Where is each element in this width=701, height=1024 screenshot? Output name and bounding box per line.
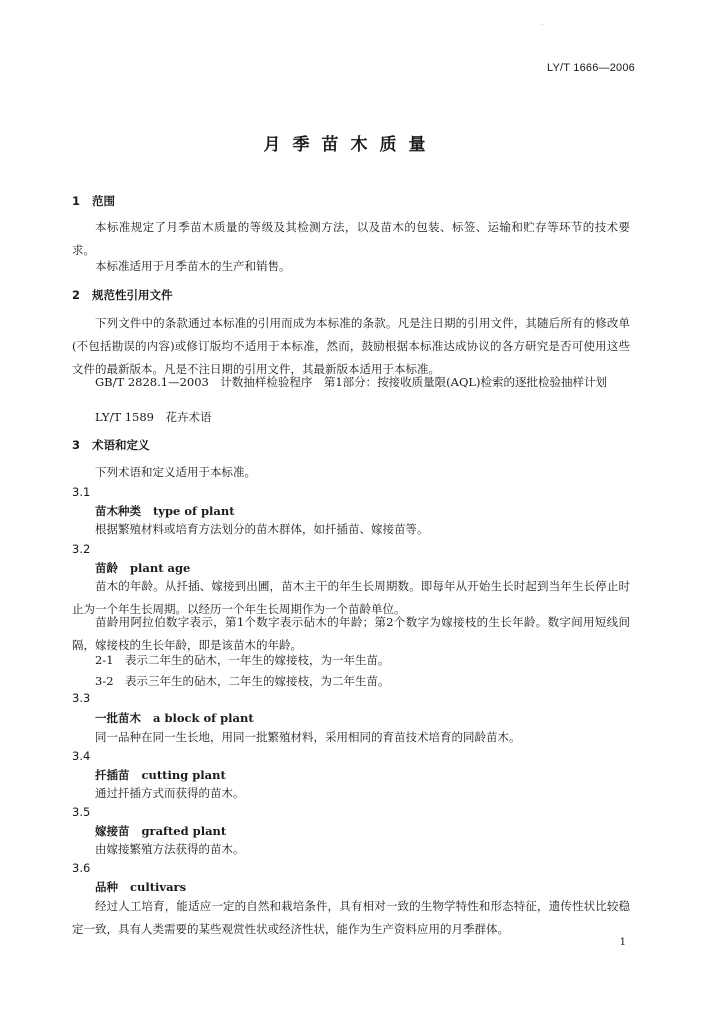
- term-en: a block of plant: [153, 711, 254, 725]
- scan-speck: .: [541, 20, 543, 27]
- term-definition: 同一品种在同一生长地，用同一批繁殖材料，采用相同的育苗技术培育的同龄苗木。: [95, 730, 521, 744]
- standard-number: LY/T 1666—2006: [546, 62, 635, 74]
- page-title: 月季苗木质量: [263, 135, 438, 155]
- section-2-heading: [72, 287, 173, 303]
- term-zh: 嫁接苗: [95, 824, 130, 838]
- term-zh: 一批苗木: [95, 711, 141, 725]
- term-example: 3-2 表示三年生的砧木，二年生的嫁接枝，为二年生苗。: [95, 674, 390, 688]
- scope-paragraph-2: 本标准适用于月季苗木的生产和销售。: [95, 259, 291, 273]
- section-number: 1: [72, 194, 81, 208]
- term-en: cutting plant: [141, 768, 226, 782]
- term-heading: [95, 879, 186, 895]
- term-definition-note: 苗龄用阿拉伯数字表示，第1个数字表示砧木的年龄；第2个数字为嫁接枝的生长年龄。数字间用短线间隔，嫁接枝的生长年龄，即是该苗木的年龄。: [72, 615, 630, 652]
- term-number: 3.2: [72, 542, 91, 556]
- term-number: 3.6: [72, 861, 91, 875]
- term-heading: [95, 503, 235, 519]
- term-example: 2-1 表示二年生的砧木，一年生的嫁接枝，为一年生苗。: [95, 653, 390, 667]
- term-heading: [95, 823, 226, 839]
- term-en: cultivars: [130, 880, 187, 894]
- section-title: 范围: [92, 194, 115, 208]
- term-number: 3.1: [72, 485, 91, 499]
- term-definition: 通过扦插方式而获得的苗木。: [95, 786, 245, 800]
- term-definition: 由嫁接繁殖方法获得的苗木。: [95, 842, 245, 856]
- section-title: 规范性引用文件: [92, 288, 173, 302]
- term-definition: 根据繁殖材料或培育方法划分的苗木群体，如扦插苗、嫁接苗等。: [95, 522, 429, 536]
- term-en: grafted plant: [141, 824, 227, 838]
- term-number: 3.3: [72, 691, 91, 705]
- page-number: 1: [619, 937, 626, 948]
- term-definition: 苗木的年龄。从扦插、嫁接到出圃，苗木主干的年生长周期数。即每年从开始生长时起到当年生长停止时止为一个年生长周期。以经历一个年生长周期作为一个苗龄单位。: [72, 579, 630, 616]
- term-number: 3.4: [72, 749, 91, 763]
- term-zh: 苗龄: [95, 561, 118, 575]
- section-title: 术语和定义: [92, 438, 150, 452]
- term-zh: 扦插苗: [95, 768, 130, 782]
- term-heading: [95, 560, 190, 576]
- section-1-heading: [72, 193, 115, 209]
- section-number: 3: [72, 438, 81, 452]
- term-zh: 苗木种类: [95, 504, 141, 518]
- term-definition: 经过人工培育，能适应一定的自然和栽培条件，具有相对一致的生物学特性和形态特征，遗传性状比较稳定一致，具有人类需要的某些观赏性状或经济性状，能作为生产资料应用的月季群体。: [72, 899, 630, 936]
- term-zh: 品种: [95, 880, 118, 894]
- term-heading: [95, 710, 254, 726]
- references-paragraph: 下列文件中的条款通过本标准的引用而成为本标准的条款。凡是注日期的引用文件，其随后所有的修改单(不包括勘误的内容)或修订版均不适用于本标准，然而，鼓励根据本标准达成协议的各方研究是否可使用这些文件的最新版本。凡是不注日期的引用文件，其最新版本适用于本标准。: [72, 316, 630, 376]
- term-number: 3.5: [72, 805, 91, 819]
- reference-gb-2828: GB/T 2828.1—2003 计数抽样检验程序 第1部分：按接收质量限(AQL)检索的逐批检验抽样计划: [95, 375, 607, 389]
- term-heading: [95, 767, 226, 783]
- section-3-heading: [72, 437, 150, 453]
- section-number: 2: [72, 288, 81, 302]
- scope-paragraph-1: 本标准规定了月季苗木质量的等级及其检测方法，以及苗木的包装、标签、运输和贮存等环节的技术要求。: [72, 220, 630, 257]
- terms-intro: 下列术语和定义适用于本标准。: [95, 465, 256, 479]
- term-en: plant age: [130, 561, 191, 575]
- term-en: type of plant: [153, 504, 235, 518]
- reference-ly-1589: LY/T 1589 花卉术语: [95, 410, 212, 424]
